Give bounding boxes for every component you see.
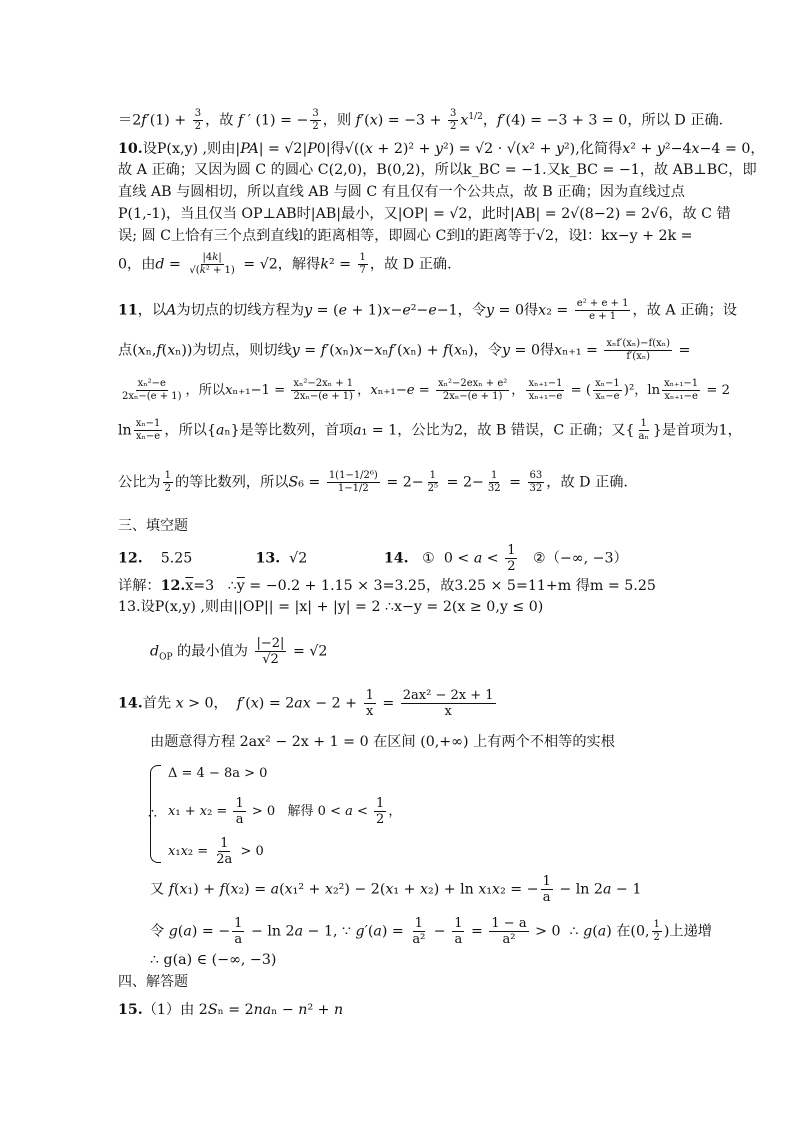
text-line: ∴ g(a) ∈ (−∞, −3) [150, 952, 277, 968]
system-equation: x₁ + x₂ = $\frac{1}{a}$ > 0 解得 0 < a < $\frac{1}{2}$ ， [168, 796, 402, 827]
text-line: ＝2f′(1) + $\frac{3}{2}$ ，故 f ′ (1) = − $\frac{3}{2}$ ，则 f′(x) = −3 + $\frac{3}{2}$ $x^{1/2}$，f′(4) = −3 + 3 = 0，所以 D 正确. [118, 108, 724, 133]
text-line: 点(xₙ,f(xₙ))为切点，则切线y = f′(xₙ)x−xₙf′(xₙ) + f(xₙ)，令y = 0得xₙ₊₁ = $\frac{\text{xₙf′(xₙ)−f(xₙ)}}{\text{f′(xₙ)}}$ = [118, 338, 691, 362]
text-line: 0，由d = $\frac{|4k|}{\text{√(k² + 1)}}$ = √2，解得k² = $\frac{1}{7}$ ，故 D 正确. [118, 252, 452, 276]
text-line: 直线 AB 与圆相切，所以直线 AB 与圆 C 有且仅有一个公共点，故 B 正确；因为直线过点 [118, 184, 685, 200]
system-equation: x₁x₂ = $\frac{1}{2a}$ > 0 [168, 836, 264, 867]
text-line: 又 f(x₁) + f(x₂) = a(x₁² + x₂²) − 2(x₁ + x₂) + ln x₁x₂ = − $\frac{1}{a}$ − ln 2a − 1 [150, 874, 642, 905]
therefore-symbol: ∴ [148, 806, 157, 822]
text-line: $\frac{\text{xₙ²−e}}{\text{2xₙ−(e + 1)}}$ ，所以xₙ₊₁−1 = $\frac{\text{xₙ²−2xₙ + 1}}{\text{2xₙ−(e + 1)}}$ ，xₙ₊₁−e = $\frac{\text{xₙ²−2exₙ + e²}}{\text{2xₙ−(e + 1)}}$ ， $\frac{\text{xₙ₊₁−1}}{\text{xₙ₊₁−e}}$ = ( $\frac{\text{xₙ−1}}{\text{xₙ−e}}$ )²，ln $\frac{\text{xₙ₊₁−1}}{\text{xₙ₊₁−e}}$ = 2 [122, 378, 730, 402]
system-equation: Δ = 4 − 8a > 0 [168, 766, 268, 781]
text-line: 15.（1）由 2Sₙ = 2naₙ − n² + n [118, 1002, 344, 1018]
text-line: 10.设P(x,y) ,则由|PA| = √2|P0|得√((x + 2)² + y²) = √2 · √(x² + y²),化简得x² + y²−4x−4 = 0， [118, 141, 765, 157]
text-line: 由题意得方程 2ax² − 2x + 1 = 0 在区间 (0,+∞) 上有两个不相等的实根 [150, 734, 615, 750]
text-line: 误; 圆 C上恰有三个点到直线l的距离相等，即圆心 C到l的距离等于√2，设l：kx−y + 2k = [118, 228, 693, 244]
text-line: ln $\frac{\text{xₙ−1}}{\text{xₙ−e}}$ ，所以{aₙ}是等比数列，首项a₁ = 1，公比为2，故 B 错误，C 正确；又{ $\frac{1}{\text{aₙ}}$ }是首项为1， [118, 418, 742, 442]
text-line: 12. 5.25 13. √2 14. ① 0 < a < $\frac{1}{2}$ ②（−∞, −3） [118, 543, 628, 574]
section-heading: 四、解答题 [118, 974, 188, 990]
text-line: 14.首先 x > 0， f′(x) = 2ax − 2 + $\frac{1}{x}$ = $\frac{\text{2ax² − 2x + 1}}{x}$ [118, 688, 494, 719]
text-line: 公比为 $\frac{1}{2}$ 的等比数列，所以S₆ = $\frac{\text{1(1−1/2⁶)}}{1-1/2}$ = 2− $\frac{1}{\text{2⁵}}$ = 2− $\frac{1}{32}$ = $\frac{63}{32}$ ，故 D 正确. [118, 470, 628, 494]
text-line: $d_{OP}$ 的最小值为 $\frac{|-2|}{√2}$ = √2 [150, 636, 328, 667]
text-line: 11，以A为切点的切线方程为y = (e + 1)x−e²−e−1，令y = 0得x₂ = $\frac{\text{e² + e + 1}}{e + 1}$ ，故 A 正确；设 [118, 298, 737, 322]
text-line: 故 A 正确；又因为圆 C 的圆心 C(2,0)，B(0,2)，所以k_BC = −1.又k_BC = −1，故 AB⊥BC，即 [118, 162, 757, 178]
text-line: 详解：$12.\overline{x}=3$ $\therefore\overline{y} = -0.2 + 1.15 \times 3=3.25$，故3.25 × 5=11+m 得m = 5.25 [118, 578, 656, 594]
text-line: 13.设P(x,y) ,则由||OP|| = |x| + |y| = 2 ∴x−y = 2(x ≥ 0,y ≤ 0) [118, 599, 544, 615]
text-line: 令 g(a) = − $\frac{1}{a}$ − ln 2a − 1, ∵ g′(a) = $\frac{1}{\text{a²}}$ − $\frac{1}{a}$ = $\frac{1 - a}{\text{a²}}$ > 0 ∴ g(a) 在(0, $\frac{1}{2}$ )上递增 [150, 916, 712, 947]
section-heading: 三、填空题 [118, 518, 188, 534]
text-line: P(1,-1)，当且仅当 OP⊥AB时|AB|最小，又|OP| = √2，此时|AB| = 2√(8−2) = 2√6，故 C 错 [118, 206, 731, 222]
